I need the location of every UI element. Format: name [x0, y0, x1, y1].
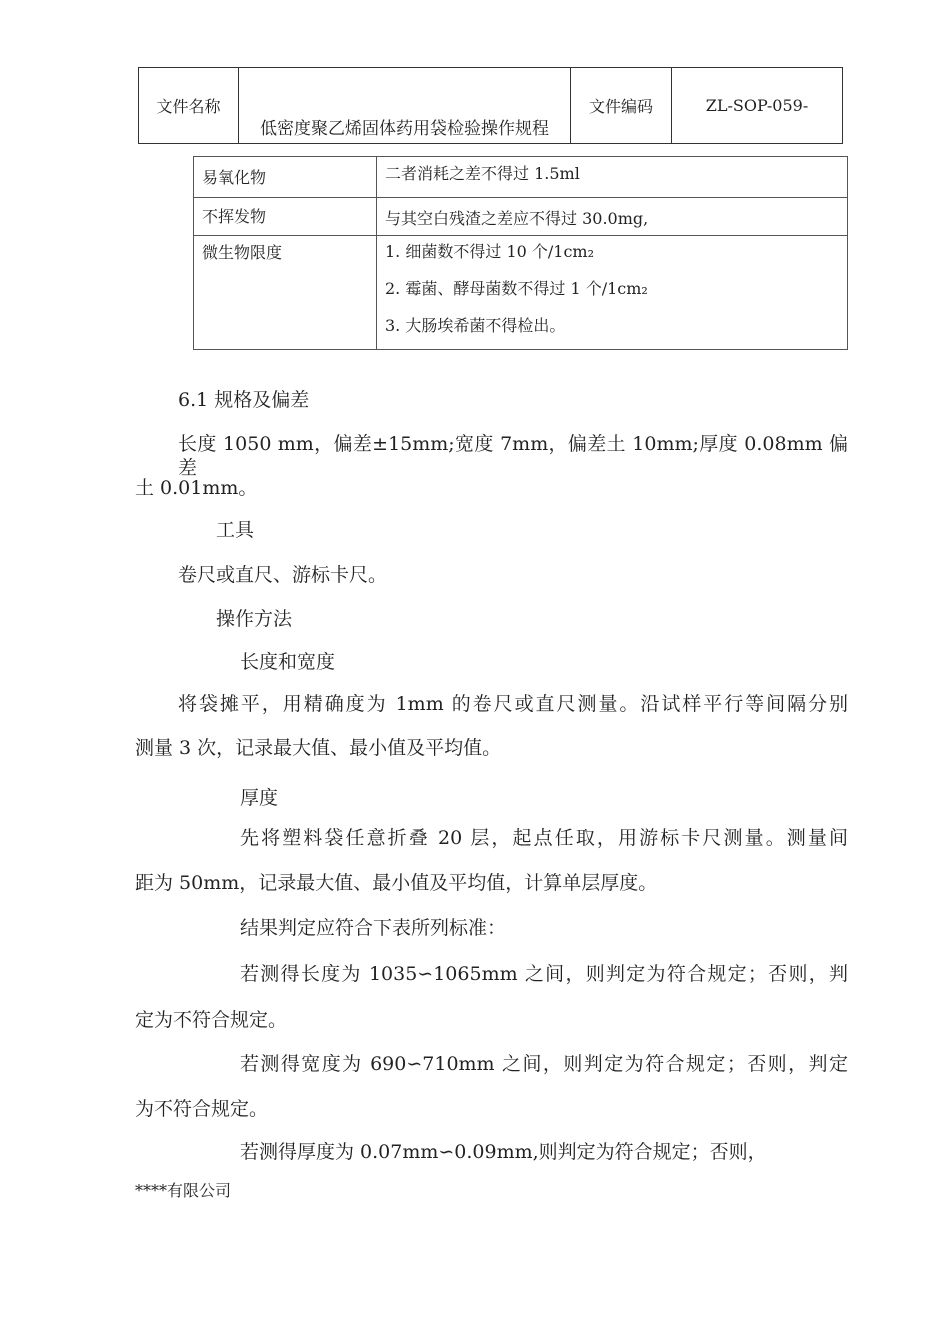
spec-requirement — [377, 198, 848, 236]
spec-item: 易氧化物 — [194, 157, 377, 198]
file-code-label: 文件编码 — [571, 68, 672, 144]
paragraph-line: 卷尺或直尺、游标卡尺。 — [178, 564, 388, 586]
paragraph-line: 定为不符合规定。 — [135, 1009, 288, 1031]
paragraph-line: 长度 1050 mm，偏差±15mm;宽度 7mm，偏差土 10mm;厚度 0.08mm 偏差 — [178, 433, 848, 479]
spec-line: 与其空白残渣之差应不得过 30.0mg, — [385, 209, 649, 228]
paragraph-line: 为不符合规定。 — [135, 1098, 269, 1120]
company-footer: ****有限公司 — [135, 1181, 232, 1200]
spec-requirement — [377, 236, 848, 350]
spec-line: 1. 细菌数不得过 10 个/1cm₂ — [385, 242, 595, 261]
paragraph-line: 若测得厚度为 0.07mm∽0.09mm,则判定为符合规定；否则， — [240, 1141, 767, 1163]
document-header-table — [138, 67, 843, 144]
table-row — [194, 198, 848, 236]
section-heading: 结果判定应符合下表所列标准： — [240, 917, 507, 939]
section-heading: 工具 — [216, 519, 255, 541]
spec-line: 2. 霉菌、酵母菌数不得过 1 个/1cm₂ — [385, 279, 648, 298]
spec-item: 不挥发物 — [194, 198, 377, 236]
paragraph-line: 若测得宽度为 690∽710mm 之间，则判定为符合规定；否则，判定 — [240, 1053, 848, 1075]
paragraph-line: 将袋摊平，用精确度为 1mm 的卷尺或直尺测量。沿试样平行等间隔分别 — [178, 693, 848, 715]
paragraph-line: 测量 3 次，记录最大值、最小值及平均值。 — [135, 737, 502, 759]
section-heading: 厚度 — [240, 787, 279, 809]
spec-item: 微生物限度 — [194, 236, 377, 350]
table-row — [194, 236, 848, 350]
spec-table — [193, 156, 848, 350]
document-title: 低密度聚乙烯固体药用袋检验操作规程 — [239, 68, 571, 144]
paragraph-line: 距为 50mm，记录最大值、最小值及平均值，计算单层厚度。 — [135, 872, 658, 894]
paragraph-line: 若测得长度为 1035∽1065mm 之间，则判定为符合规定；否则，判 — [240, 963, 848, 985]
section-heading: 操作方法 — [216, 608, 293, 630]
spec-requirement — [377, 157, 848, 198]
paragraph-line: 先将塑料袋任意折叠 20 层，起点任取，用游标卡尺测量。测量间 — [240, 827, 848, 849]
file-name-label: 文件名称 — [139, 68, 239, 144]
table-row — [194, 157, 848, 198]
paragraph-line: 土 0.01mm。 — [135, 477, 258, 499]
spec-line: 3. 大肠埃希菌不得检出。 — [385, 316, 566, 335]
section-heading: 6.1 规格及偏差 — [178, 389, 310, 411]
spec-line: 二者消耗之差不得过 1.5ml — [385, 164, 580, 183]
file-code-value: ZL-SOP-059- — [672, 68, 843, 144]
section-heading: 长度和宽度 — [240, 651, 336, 673]
